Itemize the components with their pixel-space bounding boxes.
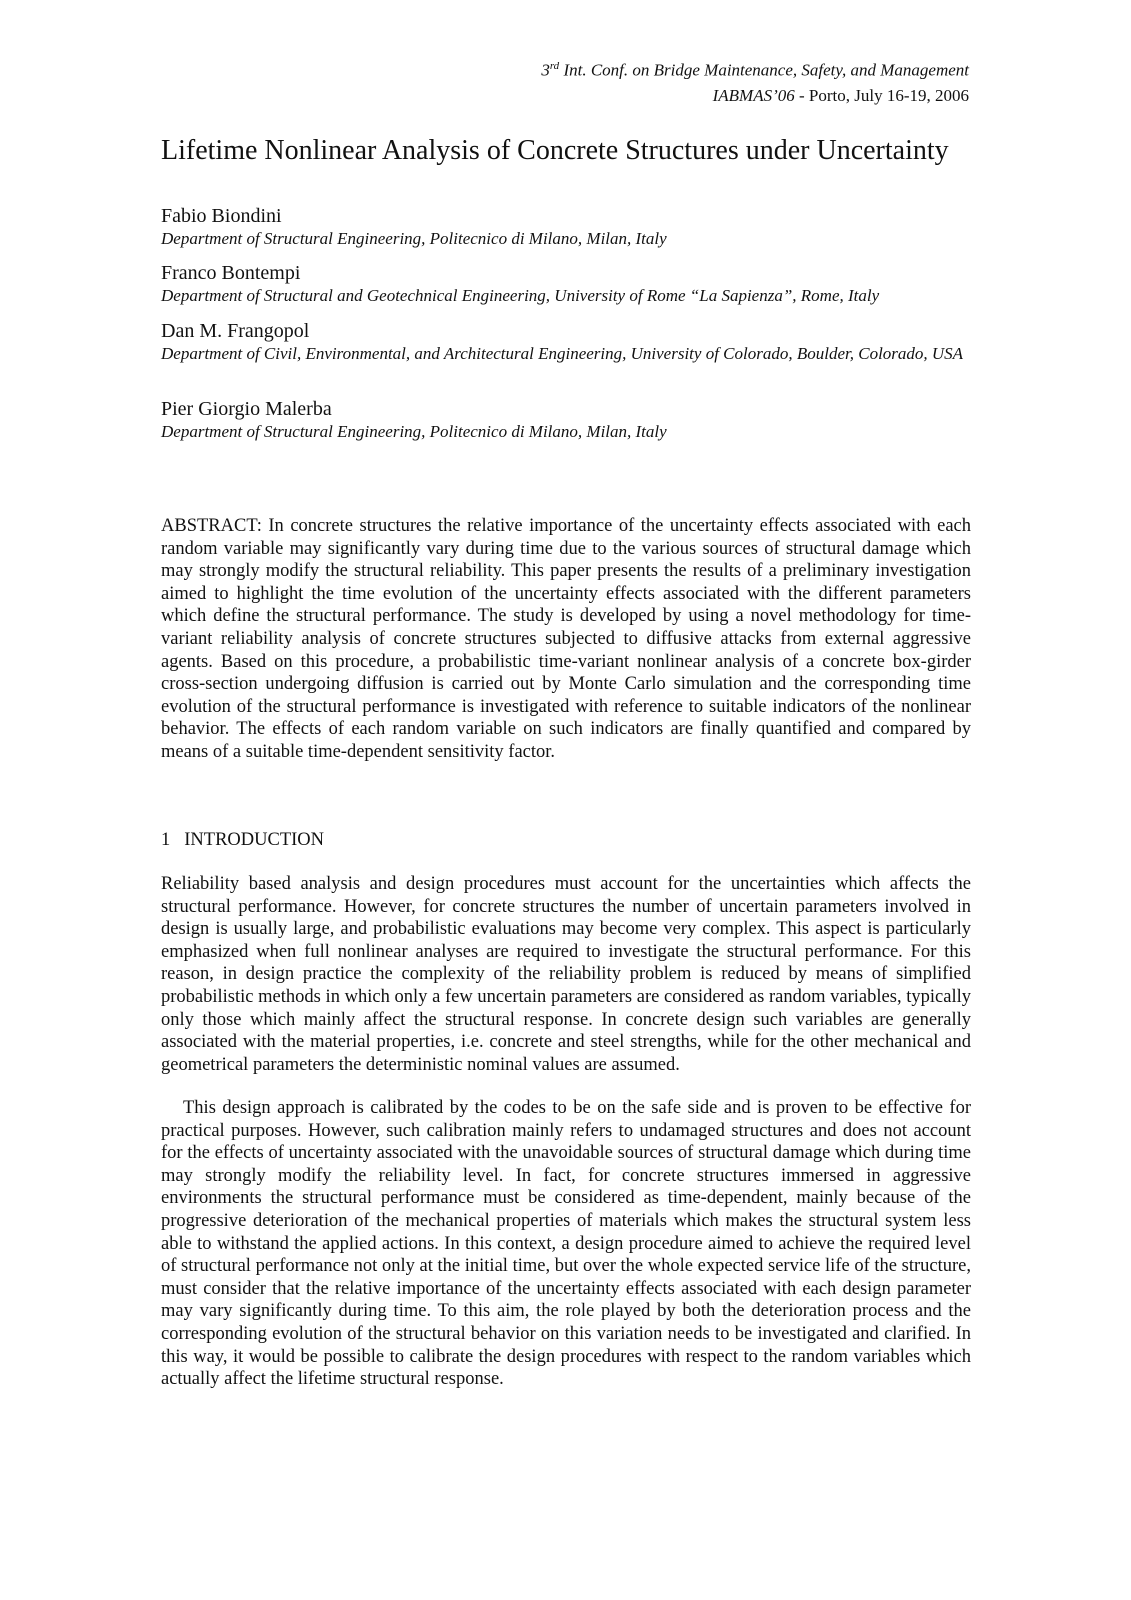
author-name: Fabio Biondini bbox=[161, 205, 282, 227]
section-number: 1 bbox=[161, 830, 171, 850]
section-title: INTRODUCTION bbox=[184, 830, 325, 850]
intro-paragraph: This design approach is calibrated by the codes to be on the safe side and is proven to be effective for practical purposes. However, such calibration mainly refers to undamaged structures and does not account for the effects of uncertainty associated with the unavoidable sources of structural damage which during time may strongly modify the reliability level. In fact, for concrete structures immersed in aggressive environments the structural performance must be considered as time-dependent, mainly because of the progressive deterioration of the mechanical properties of materials which makes the structural system less able to withstand the applied actions. In this context, a design procedure aimed to achieve the required level of structural performance not only at the initial time, but over the whole expected service life of the structure, must consider that the relative importance of the uncertainty effects associated with each design parameter may vary significantly during time. To this aim, the role played by both the deterioration process and the corresponding evolution of the structural behavior on this variation needs to be investigated and clarified. In this way, it would be possible to calibrate the design procedures with respect to the random variables which actually affect the lifetime structural response. bbox=[161, 1098, 971, 1390]
author-name: Franco Bontempi bbox=[161, 262, 301, 284]
venue-place-date: - Porto, July 16-19, 2006 bbox=[794, 86, 969, 105]
abstract: ABSTRACT: In concrete structures the relative importance of the uncertainty effects associated with each random variable may significantly vary during time due to the various sources of structural damage which may strongly modify the structural reliability. This paper presents the results of a preliminary investigation aimed to highlight the time evolution of the uncertainty effects associated with the different parameters which define the structural performance. The study is developed by using a novel methodology for time-variant reliability analysis of concrete structures subjected to diffusive attacks from external aggressive agents. Based on this procedure, a probabilistic time-variant nonlinear analysis of a concrete box-girder cross-section undergoing diffusion is carried out by Monte Carlo simulation and the corresponding time evolution of the structural performance is investigated with reference to suitable indicators of the nonlinear behavior. The effects of each random variable on such indicators are finally quantified and compared by means of a suitable time-dependent sensitivity factor. bbox=[161, 516, 971, 762]
conference-name: Int. Conf. on Bridge Maintenance, Safety, and Management bbox=[559, 60, 969, 80]
author-affiliation: Department of Structural and Geotechnical Engineering, University of Rome “La Sapienza”, Rome, Italy bbox=[161, 286, 880, 305]
conference-ordinal-suffix: rd bbox=[549, 60, 560, 72]
section-heading bbox=[161, 830, 338, 851]
intro-paragraph: Reliability based analysis and design procedures must account for the uncertainties which affects the structural performance. However, for concrete structures the number of uncertain parameters involved in design is usually large, and probabilistic evaluations may become very complex. This aspect is particularly emphasized when full nonlinear analyses are required to investigate the structural performance. For this reason, in design practice the complexity of the reliability problem is reduced by means of simplified probabilistic methods in which only a few uncertain parameters are considered as random variables, typically only those which mainly affect the structural response. In concrete design such variables are generally associated with the material properties, i.e. concrete and steel strengths, while for the other mechanical and geometrical parameters the deterministic nominal values are assumed. bbox=[161, 874, 971, 1075]
author-affiliation: Department of Structural Engineering, Politecnico di Milano, Milan, Italy bbox=[161, 229, 667, 248]
author-name: Pier Giorgio Malerba bbox=[161, 398, 332, 420]
paper-title: Lifetime Nonlinear Analysis of Concrete Structures under Uncertainty bbox=[161, 135, 949, 166]
venue-line bbox=[713, 86, 969, 106]
conference-number: 3 bbox=[541, 60, 550, 80]
conference-header bbox=[541, 60, 969, 81]
author-affiliation: Department of Structural Engineering, Politecnico di Milano, Milan, Italy bbox=[161, 422, 667, 441]
venue-acronym: IABMAS’06 bbox=[712, 86, 795, 105]
author-affiliation: Department of Civil, Environmental, and Architectural Engineering, University of Colorado, Boulder, Colorado, USA bbox=[161, 344, 964, 363]
author-name: Dan M. Frangopol bbox=[161, 320, 310, 342]
